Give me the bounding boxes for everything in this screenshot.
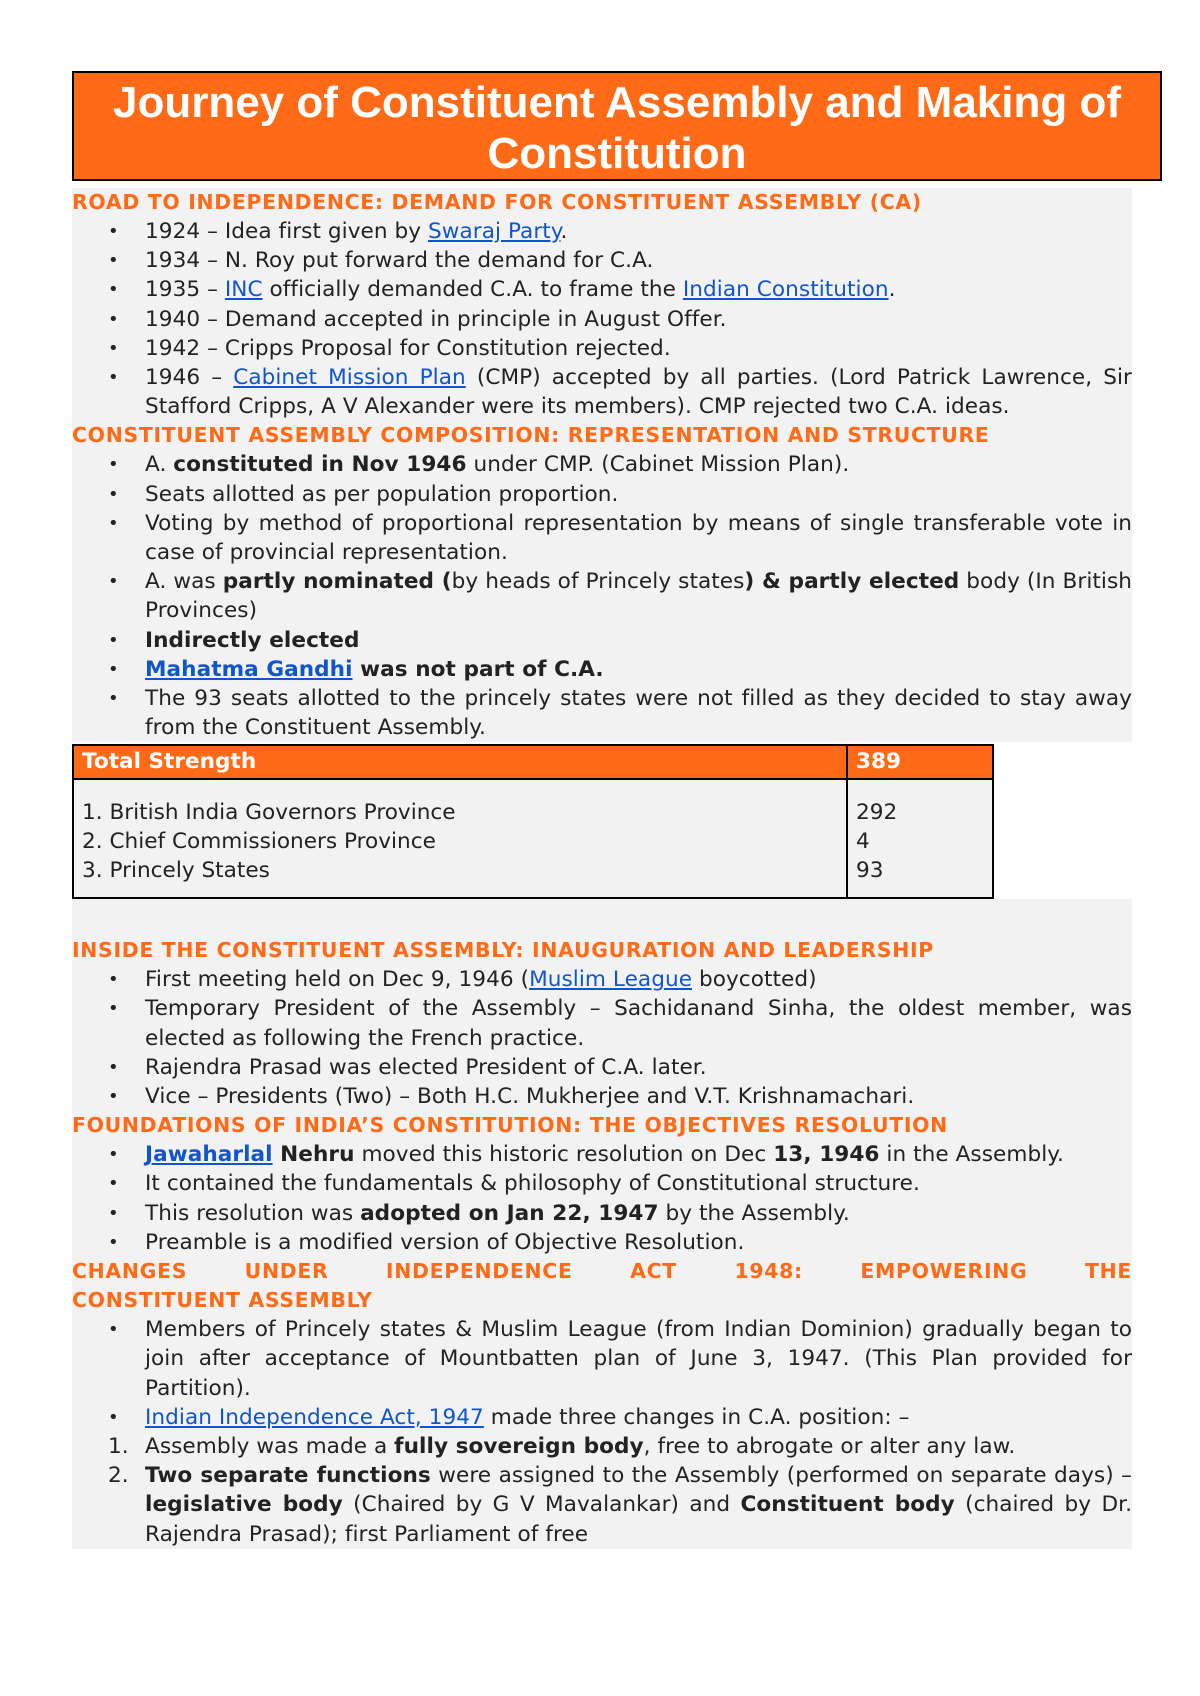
row-value: 292 bbox=[856, 799, 898, 825]
text: Assembly was made a bbox=[145, 1433, 395, 1459]
section-inside-assembly bbox=[72, 936, 1132, 1111]
text: body (In British Provinces) bbox=[145, 569, 1133, 624]
list-item bbox=[72, 1140, 1132, 1169]
section-road-to-independence bbox=[72, 188, 1132, 421]
list-item: • Rajendra Prasad was elected President of C.A. later. bbox=[72, 1053, 1132, 1082]
text: First meeting held on Dec 9, 1946 ( bbox=[145, 967, 530, 993]
row-label: 1. British India Governors Province bbox=[82, 799, 456, 825]
table-row bbox=[73, 779, 993, 899]
text: moved this historic resolution on Dec bbox=[354, 1142, 774, 1168]
document-title: Journey of Constituent Assembly and Making of Constitution bbox=[112, 78, 1122, 178]
bold-text: Indirectly elected bbox=[145, 627, 360, 653]
text: by heads of Princely states bbox=[451, 569, 745, 595]
list-item: • 1940 – Demand accepted in principle in August Offer. bbox=[72, 305, 1132, 334]
bullet-list bbox=[72, 1140, 1132, 1257]
list-item: • Preamble is a modified version of Objective Resolution. bbox=[72, 1228, 1132, 1257]
text: (Chaired by G V Mavalankar) and bbox=[342, 1492, 741, 1518]
list-number: 1. bbox=[108, 1433, 129, 1459]
heading-line: CONSTITUENT ASSEMBLY bbox=[72, 1288, 373, 1313]
text: (CMP) accepted by all parties. (Lord Patrick Lawrence, Sir Stafford Cripps, A V Alexander were its members). CMP rejected two C.A. ideas. bbox=[145, 365, 1132, 420]
heading-line: CHANGES UNDER INDEPENDENCE ACT 1948: EMPOWERING THE bbox=[72, 1259, 1132, 1284]
text: by the Assembly. bbox=[658, 1200, 850, 1226]
text: A. was bbox=[145, 569, 223, 595]
spacer bbox=[72, 899, 1132, 936]
text: 1924 – Idea first given by bbox=[145, 219, 429, 244]
list-item: • 1934 – N. Roy put forward the demand for C.A. bbox=[72, 246, 1132, 275]
section-independence-act bbox=[72, 1257, 1132, 1549]
bold-text: ) & partly elected bbox=[744, 569, 960, 595]
bold-text: Nehru bbox=[272, 1142, 355, 1168]
indian-constitution-link[interactable]: Indian Constitution bbox=[682, 277, 889, 303]
section-heading: ROAD TO INDEPENDENCE: DEMAND FOR CONSTITUENT ASSEMBLY (CA) bbox=[72, 190, 922, 214]
inc-link[interactable]: INC bbox=[224, 277, 263, 303]
bold-text: Constituent body bbox=[740, 1492, 955, 1518]
row-value: 4 bbox=[856, 828, 870, 854]
row-value: 93 bbox=[856, 858, 884, 884]
list-item bbox=[72, 567, 1132, 625]
text: This resolution was bbox=[145, 1200, 361, 1226]
table-values-cell bbox=[847, 779, 993, 899]
jawaharlal-link[interactable]: Jawaharlal bbox=[145, 1142, 273, 1168]
text: . bbox=[888, 277, 896, 303]
bold-text: 13, 1946 bbox=[773, 1142, 880, 1168]
section-heading bbox=[72, 1257, 1132, 1315]
list-item: • The 93 seats allotted to the princely states were not filled as they decided to stay away from the Constituent Assembly. bbox=[72, 684, 1132, 742]
section-heading: FOUNDATIONS OF INDIA’S CONSTITUTION: THE OBJECTIVES RESOLUTION bbox=[72, 1113, 948, 1138]
document-body bbox=[72, 188, 1132, 1549]
bold-text: partly nominated ( bbox=[222, 569, 452, 595]
text: under CMP. (Cabinet Mission Plan). bbox=[466, 452, 850, 478]
list-number: 2. bbox=[108, 1463, 129, 1489]
text: made three changes in C.A. position: – bbox=[483, 1404, 910, 1430]
list-item bbox=[72, 217, 1132, 246]
section-heading: CONSTITUENT ASSEMBLY COMPOSITION: REPRESENTATION AND STRUCTURE bbox=[72, 423, 990, 448]
bold-text: adopted on Jan 22, 1947 bbox=[360, 1200, 659, 1226]
list-item: • Members of Princely states & Muslim League (from Indian Dominion) gradually began to join after acceptance of Mountbatten plan of June 3, 1947. (This Plan provided for Partition). bbox=[72, 1315, 1132, 1403]
bullet-list bbox=[72, 450, 1132, 742]
list-item bbox=[72, 1432, 1132, 1461]
list-item: • Vice – Presidents (Two) – Both H.C. Mukherjee and V.T. Krishnamachari. bbox=[72, 1082, 1132, 1111]
list-item bbox=[72, 965, 1132, 994]
row-label: 3. Princely States bbox=[82, 858, 270, 884]
section-composition bbox=[72, 421, 1132, 742]
bullet-list bbox=[72, 1315, 1132, 1432]
bold-text: was not part of C.A. bbox=[352, 656, 604, 682]
indian-independence-act-link[interactable]: Indian Independence Act, 1947 bbox=[145, 1404, 484, 1430]
bold-text: legislative body bbox=[145, 1492, 343, 1518]
text: in the Assembly. bbox=[879, 1142, 1064, 1168]
list-item: • 1942 – Cripps Proposal for Constitution rejected. bbox=[72, 334, 1132, 363]
section-objectives-resolution bbox=[72, 1111, 1132, 1257]
cabinet-mission-plan-link[interactable]: Cabinet Mission Plan bbox=[233, 365, 466, 391]
text: 1946 – bbox=[145, 365, 234, 391]
list-item bbox=[72, 275, 1132, 304]
title-banner bbox=[72, 71, 1162, 181]
text: . bbox=[560, 219, 568, 244]
table-labels-cell bbox=[73, 779, 847, 899]
section-heading: INSIDE THE CONSTITUENT ASSEMBLY: INAUGURATION AND LEADERSHIP bbox=[72, 938, 934, 963]
text: boycotted) bbox=[692, 967, 817, 993]
mahatma-gandhi-link[interactable]: Mahatma Gandhi bbox=[145, 656, 353, 682]
list-item: • It contained the fundamentals & philosophy of Constitutional structure. bbox=[72, 1169, 1132, 1198]
text: were assigned to the Assembly (performed on separate days) – bbox=[430, 1463, 1133, 1489]
bullet-list bbox=[72, 965, 1132, 1111]
total-strength-table bbox=[72, 744, 994, 899]
text: officially demanded C.A. to frame the bbox=[262, 277, 683, 303]
muslim-league-link[interactable]: Muslim League bbox=[529, 967, 693, 993]
row-label: 2. Chief Commissioners Province bbox=[82, 828, 436, 854]
list-item bbox=[72, 1403, 1132, 1432]
list-item bbox=[72, 1199, 1132, 1228]
swaraj-party-link[interactable]: Swaraj Party bbox=[428, 219, 561, 244]
bold-text: fully sovereign body bbox=[394, 1433, 644, 1459]
list-item: • Temporary President of the Assembly – Sachidanand Sinha, the oldest member, was elected as following the French practice. bbox=[72, 994, 1132, 1052]
list-item: • Seats allotted as per population proportion. bbox=[72, 480, 1132, 509]
list-item bbox=[72, 450, 1132, 479]
text: , free to abrogate or alter any law. bbox=[643, 1433, 1016, 1459]
table-header-row bbox=[73, 745, 993, 778]
text: 1935 – bbox=[145, 277, 225, 303]
text: A. bbox=[145, 452, 174, 478]
list-item bbox=[72, 626, 1132, 655]
list-item bbox=[72, 655, 1132, 684]
list-item bbox=[72, 1461, 1132, 1549]
table-header-value: 389 bbox=[847, 745, 993, 778]
list-item bbox=[72, 363, 1132, 421]
bullet-list bbox=[72, 217, 1132, 421]
list-item: • Voting by method of proportional representation by means of single transferable vote in case of provincial representation. bbox=[72, 509, 1132, 567]
table-header-label: Total Strength bbox=[73, 745, 847, 778]
numbered-list bbox=[72, 1432, 1132, 1549]
bold-text: Two separate functions bbox=[145, 1463, 431, 1489]
bold-text: constituted in Nov 1946 bbox=[173, 452, 467, 478]
text: (chaired by Dr. Rajendra Prasad); first Parliament of free bbox=[145, 1492, 1133, 1547]
